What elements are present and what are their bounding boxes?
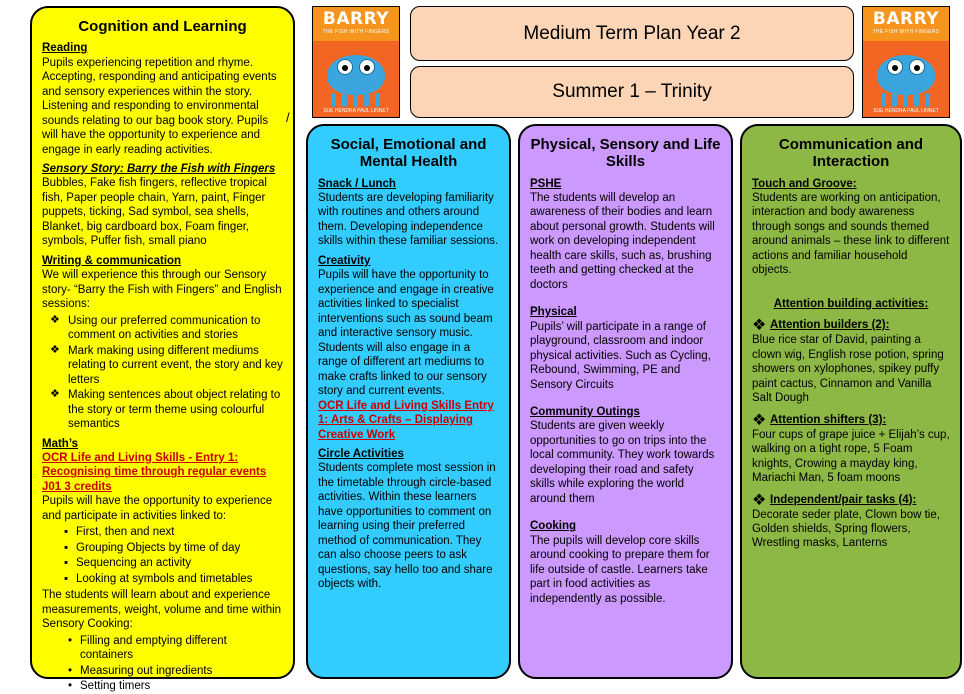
panel-physical-sensory-life-skills [518,124,733,679]
community-outings-body: Students are given weekly opportunities to go on trips into the local community. They work towards developing their road and safety skills while exploring the world around them [530,420,715,505]
list-item: • Filling and emptying different containers [68,634,283,663]
list-item: • Measuring out ingredients [68,664,283,678]
slash-mark: / [286,110,290,125]
attention-builders-heading: Attention builders (2): [770,319,890,332]
reading-body: Pupils experiencing repetition and rhyme. Accepting, responding and anticipating events and sensory experiences within the story. Listening and responding to environmental sounds relating to our bag book story. Pupils will have the opportunity to experience and engage in early reading activities. [42,56,277,156]
fish-finger-icon [353,93,358,107]
independent-pair-tasks-body: Decorate seder plate, Clown bow tie, Golden shields, Spring flowers, Wrestling masks, Lanterns [752,508,940,550]
fish-finger-icon [364,93,369,107]
maths-ocr-qualification: OCR Life and Living Skills - Entry 1: Recognising time through regular events J01 3 credits [42,451,267,493]
fish-finger-icon [342,93,347,107]
physical-heading: Physical [530,306,577,319]
physical-title: Physical, Sensory and Life Skills [530,136,721,171]
maths-intro: Pupils will have the opportunity to experience and participate in activities linked to: [42,495,273,522]
attention-shifters-body: Four cups of grape juice + Elijah’s cup, walking on a tight rope, 5 Foam knights, Crowing a mayday king, Mariachi Man, 5 foam moons [752,428,950,485]
sensory-story-heading: Sensory Story: Barry the Fish with Fingers [42,163,276,176]
term-subtitle: Summer 1 – Trinity [410,66,854,118]
cooking-body: The pupils will develop core skills around cooking to prepare them for life outside of castle. Learners take part in food activities as independently as possible. [530,534,710,605]
circle-activities-body: Students complete most session in the timetable through circle-based activities. Within these learners have opportunities to comment on learning using their preferred method of communication. They can also choose peers to ask questions, say hello too and share objects with. [318,462,496,591]
list-item: ❖ Mark making using different mediums relating to current event, the story and key letters [50,344,283,387]
community-outings-heading: Community Outings [530,406,640,419]
maths-heading: Math’s [42,437,78,450]
fish-finger-icon [375,93,380,107]
fish-finger-icon [892,93,897,107]
pshe-body: The students will develop an awareness of their bodies and learn about personal growth. Students will work on developing independent health care skills, such as, brushing teeth and getting checked at the doctors [530,191,715,291]
cooking-heading: Cooking [530,520,576,533]
maths-outro: The students will learn about and experience measurements, weight, volume and time within Sensory Cooking: [42,589,282,631]
fish-pupil-left-icon [892,65,898,71]
fish-icon [327,55,385,95]
book-cover-image-right [862,6,950,118]
attention-building-heading: Attention building activities: [773,297,929,310]
creativity-heading: Creativity [318,254,371,267]
semh-title: Social, Emotional and Mental Health [330,136,487,171]
communication-title: Communication and Interaction [778,136,924,171]
sensory-story-body: Bubbles, Fake fish fingers, reflective tropical fish, Paper people chain, Yarn, paint, Finger puppets, ticking, Sad symbol, sea shells, Blanket, big cardboard box, Foam finger, symbols, Puffer fish, small piano [42,177,267,248]
cover-credit: SUE HENDRA PAUL LINNET [873,108,939,114]
book-cover-image-left [312,6,400,118]
cover-subtitle: THE FISH WITH FINGERS [322,29,390,35]
cover-title: BARRY [322,9,390,29]
touch-and-groove-body: Students are working on anticipation, interaction and body awareness through songs and sounds themed around animals – these link to different actions and familiar household objects. [752,191,950,277]
cover-subtitle: THE FISH WITH FINGERS [872,29,940,35]
creativity-body: Pupils will have the opportunity to experience and engage in creative activities linked to specialist interventions such as sound beam and interactive sensory music. Students will also engage in a range of different art mediums to make crafts linked to our sensory story and current events. [318,269,494,398]
panel-cognition-and-learning [30,6,295,693]
fish-pupil-right-icon [914,65,920,71]
cognition-title: Cognition and Learning [78,18,247,35]
fish-pupil-left-icon [342,65,348,71]
snack-lunch-heading: Snack / Lunch [318,177,396,190]
maths-list [42,525,283,586]
fish-finger-icon [903,93,908,107]
circle-activities-heading: Circle Activities [318,448,404,460]
list-item: ❖ Using our preferred communication to comment on activities and stories [50,314,283,343]
list-item: ▪ Looking at symbols and timetables [64,572,283,586]
attention-builders-body: Blue rice star of David, painting a clown wig, English rose potion, spring showers on xylophones, spikey puffy paint cactus, Cinnamon and Vanilla Salt Dough [752,334,944,405]
writing-communication-body: We will experience this through our Sensory story- “Barry the Fish with Fingers” and English sessions: [42,269,282,311]
writing-communication-heading: Writing & communication [42,254,182,267]
list-item: ▪ Grouping Objects by time of day [64,541,283,555]
fish-finger-icon [331,93,336,107]
cover-credit: SUE HENDRA PAUL LINNET [323,108,389,114]
list-item: ❖ Making sentences about object relating to the story or term theme using colourful semantics [50,388,283,431]
reading-heading: Reading [42,42,88,55]
fish-finger-icon [881,93,886,107]
sensory-cooking-list [42,634,283,694]
list-item: ▪ First, then and next [64,525,283,539]
snack-lunch-body: Students are developing familiarity with routines and others around them. Developing independence skills within these familiar sessions. [318,191,499,248]
writing-communication-list [42,314,283,432]
independent-pair-tasks-heading: Independent/pair tasks (4): [770,493,917,506]
ocr-arts-crafts: OCR Life and Living Skills Entry 1: Arts & Crafts – Displaying Creative Work [318,399,494,441]
physical-body: Pupils’ will participate in a range of playground, classroom and indoor physical activities. Such as Cycling, Rebound, Swimming, PE and Sensory Circuits [530,320,711,391]
fish-finger-icon [914,93,919,107]
touch-and-groove-heading: Touch and Groove: [752,177,857,190]
page-title: Medium Term Plan Year 2 [410,6,854,61]
pshe-heading: PSHE [530,177,562,190]
panel-communication-and-interaction: Communication and Interaction Touch and Groove: Students are working on anticipation, interaction and body awareness through songs and sounds themed around animals – these link to different actions and familiar household objects. Attention building activities: ❖ Attention builders (2): Blue rice star of David, painting a clown wig, English rose potion, spring showers on xylophones, spikey puffy paint cactus, Cinnamon and Vanilla Salt Dough ❖ Attention shifters (3): Four cups of grape juice + Elijah’s cup, walking on a tight rope, 5 Foam knights, Crowing a mayday king, Mariachi Man, 5 foam moons ❖ Independent/pair tasks (4): Decorate seder plate, Clown bow tie, Golden shields, Spring flowers, Wrestling masks, Lanterns [740,124,962,679]
list-item: • Setting timers [68,679,283,693]
fish-icon [877,55,935,95]
list-item: ▪ Sequencing an activity [64,556,283,570]
panel-social-emotional-mental-health [306,124,511,679]
fish-finger-icon [925,93,930,107]
cover-title: BARRY [872,9,940,29]
fish-pupil-right-icon [364,65,370,71]
attention-shifters-heading: Attention shifters (3): [770,413,887,426]
